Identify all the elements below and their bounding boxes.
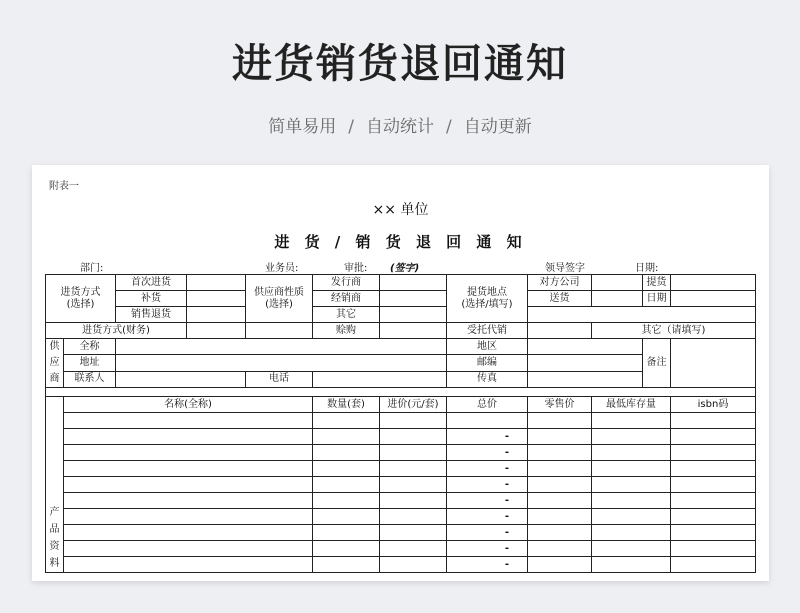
- quantity-cell[interactable]: [313, 541, 380, 557]
- select-fill-hint: (选择/填写): [461, 298, 513, 310]
- other-fill-label: 其它（请填写): [592, 323, 756, 339]
- counterparty-mark[interactable]: [592, 275, 643, 291]
- product-header-isbn: isbn码: [671, 397, 756, 413]
- form-sheet: [32, 165, 769, 581]
- min-stock-cell[interactable]: [592, 557, 671, 573]
- phone-label: 电话: [246, 371, 313, 387]
- min-stock-cell[interactable]: [592, 509, 671, 525]
- remark-value[interactable]: [671, 339, 756, 388]
- product-row: [46, 509, 756, 525]
- pickup-location-label: 提货地点: [467, 286, 507, 298]
- cost-cell[interactable]: [380, 477, 447, 493]
- min-stock-cell[interactable]: [592, 493, 671, 509]
- retail-cell[interactable]: [528, 493, 592, 509]
- cost-cell[interactable]: [380, 445, 447, 461]
- product-row: [46, 493, 756, 509]
- postcode-label: 邮编: [447, 355, 528, 371]
- isbn-cell[interactable]: [671, 445, 756, 461]
- feature-auto-stats: 自动统计: [366, 117, 434, 137]
- product-header-name: 名称(全称): [64, 397, 313, 413]
- retail-cell[interactable]: [528, 477, 592, 493]
- full-name-value[interactable]: [116, 339, 447, 355]
- region-value[interactable]: [528, 339, 643, 355]
- min-stock-cell[interactable]: [592, 413, 671, 429]
- sales-return-option: 销售退货: [116, 307, 187, 323]
- isbn-cell[interactable]: [671, 509, 756, 525]
- finance-method-mark[interactable]: [187, 323, 246, 339]
- isbn-cell[interactable]: [671, 493, 756, 509]
- select-hint: (选择): [66, 298, 95, 310]
- product-header-min-stock: 最低库存量: [592, 397, 671, 413]
- total-cell[interactable]: -: [447, 445, 528, 461]
- min-stock-cell[interactable]: [592, 477, 671, 493]
- page-title: 进货销货退回通知: [232, 41, 568, 87]
- cost-cell[interactable]: [380, 557, 447, 573]
- quantity-cell[interactable]: [313, 557, 380, 573]
- quantity-cell[interactable]: [313, 429, 380, 445]
- purchase-method-label: 进货方式: [60, 286, 101, 298]
- distributor-mark[interactable]: [380, 291, 447, 307]
- leader-sign-label: 领导签字: [545, 263, 585, 274]
- product-header-quantity: 数量(套): [313, 397, 380, 413]
- product-header-total: 总价: [447, 397, 528, 413]
- feature-tagline: [0, 112, 800, 137]
- supplier-nature-cell: [246, 275, 313, 323]
- retail-cell[interactable]: [528, 525, 592, 541]
- contact-value[interactable]: [116, 371, 246, 387]
- product-name-cell[interactable]: [64, 429, 313, 445]
- product-name-cell[interactable]: [64, 525, 313, 541]
- first-purchase-mark[interactable]: [187, 275, 246, 291]
- quantity-cell[interactable]: [313, 413, 380, 429]
- retail-cell[interactable]: [528, 413, 592, 429]
- cost-cell[interactable]: [380, 509, 447, 525]
- retail-cell[interactable]: [528, 445, 592, 461]
- notice-form-table: [45, 274, 756, 573]
- date-label: 日期:: [635, 263, 659, 274]
- publisher-mark[interactable]: [380, 275, 447, 291]
- product-row: [46, 477, 756, 493]
- quantity-cell[interactable]: [313, 525, 380, 541]
- appendix-note: 附表一: [49, 181, 79, 192]
- fax-label: 传真: [447, 371, 528, 387]
- section-divider: [46, 388, 756, 397]
- pickup-location-cell: [447, 275, 528, 323]
- sales-return-mark[interactable]: [187, 307, 246, 323]
- approval-label: 审批:: [344, 263, 368, 274]
- consignment-mark[interactable]: [528, 323, 592, 339]
- product-row: [46, 413, 756, 429]
- counterparty-option: 对方公司: [528, 275, 592, 291]
- total-cell[interactable]: -: [447, 557, 528, 573]
- full-name-label: 全称: [64, 339, 116, 355]
- product-name-cell[interactable]: [64, 477, 313, 493]
- postcode-value[interactable]: [528, 355, 643, 371]
- total-cell[interactable]: -: [447, 461, 528, 477]
- min-stock-cell[interactable]: [592, 445, 671, 461]
- signature-hint: (签字): [390, 263, 420, 274]
- product-row: [46, 541, 756, 557]
- address-label: 地址: [64, 355, 116, 371]
- cost-cell[interactable]: [380, 413, 447, 429]
- supplier-vertical-label: 供应商: [46, 339, 64, 388]
- min-stock-cell[interactable]: [592, 525, 671, 541]
- isbn-cell[interactable]: [671, 525, 756, 541]
- date-value[interactable]: [671, 291, 756, 307]
- isbn-cell[interactable]: [671, 461, 756, 477]
- region-label: 地区: [447, 339, 528, 355]
- delivery-mark[interactable]: [592, 291, 643, 307]
- credit-purchase-mark[interactable]: [380, 323, 447, 339]
- delivery-option: 送货: [528, 291, 592, 307]
- separator: /: [348, 117, 354, 137]
- total-cell[interactable]: [447, 413, 528, 429]
- feature-easy: 简单易用: [268, 117, 337, 137]
- isbn-cell[interactable]: [671, 541, 756, 557]
- finance-blank[interactable]: [246, 323, 313, 339]
- credit-purchase-label: 赊购: [313, 323, 380, 339]
- finance-method-label: 进货方式(财务): [46, 323, 187, 339]
- total-cell[interactable]: -: [447, 541, 528, 557]
- retail-cell[interactable]: [528, 509, 592, 525]
- retail-cell[interactable]: [528, 461, 592, 477]
- total-cell[interactable]: -: [447, 429, 528, 445]
- fax-value[interactable]: [528, 371, 643, 387]
- product-name-cell[interactable]: [64, 557, 313, 573]
- product-name-cell[interactable]: [64, 461, 313, 477]
- other-mark[interactable]: [380, 307, 447, 323]
- quantity-cell[interactable]: [313, 461, 380, 477]
- form-title: 进 货 / 销 货 退 回 通 知: [274, 233, 527, 251]
- retail-cell[interactable]: [528, 541, 592, 557]
- retail-cell[interactable]: [528, 429, 592, 445]
- contact-label: 联系人: [64, 371, 116, 387]
- address-value[interactable]: [116, 355, 447, 371]
- first-purchase-option: 首次进货: [116, 275, 187, 291]
- pickup-value[interactable]: [671, 275, 756, 291]
- supplier-nature-label: 供应商性质: [254, 286, 304, 298]
- product-row: [46, 461, 756, 477]
- cost-cell[interactable]: [380, 525, 447, 541]
- purchase-method-cell: [46, 275, 116, 323]
- cost-cell[interactable]: [380, 429, 447, 445]
- salesperson-label: 业务员:: [265, 263, 299, 274]
- feature-auto-update: 自动更新: [463, 117, 532, 137]
- min-stock-cell[interactable]: [592, 541, 671, 557]
- product-name-cell[interactable]: [64, 413, 313, 429]
- product-row: [46, 525, 756, 541]
- date-cell-label: 日期: [643, 291, 671, 307]
- quantity-cell[interactable]: [313, 493, 380, 509]
- pickup-location-value[interactable]: [528, 307, 756, 323]
- publisher-option: 发行商: [313, 275, 380, 291]
- department-label: 部门:: [80, 263, 104, 274]
- product-name-cell[interactable]: [64, 445, 313, 461]
- cost-cell[interactable]: [380, 493, 447, 509]
- quantity-cell[interactable]: [313, 445, 380, 461]
- isbn-cell[interactable]: [671, 557, 756, 573]
- min-stock-cell[interactable]: [592, 461, 671, 477]
- product-name-cell[interactable]: [64, 509, 313, 525]
- other-option: 其它: [313, 307, 380, 323]
- product-name-cell[interactable]: [64, 541, 313, 557]
- select-hint: (选择): [265, 298, 293, 310]
- cost-cell[interactable]: [380, 461, 447, 477]
- product-header-retail: 零售价: [528, 397, 592, 413]
- product-row: [46, 429, 756, 445]
- min-stock-cell[interactable]: [592, 429, 671, 445]
- pickup-option: 提货: [643, 275, 671, 291]
- quantity-cell[interactable]: [313, 509, 380, 525]
- product-vertical-label: 产品资料: [46, 397, 64, 573]
- product-name-cell[interactable]: [64, 493, 313, 509]
- cost-cell[interactable]: [380, 541, 447, 557]
- restock-option: 补货: [116, 291, 187, 307]
- total-cell[interactable]: -: [447, 525, 528, 541]
- product-row: [46, 557, 756, 573]
- isbn-cell[interactable]: [671, 477, 756, 493]
- unit-title: ×× 单位: [372, 202, 429, 218]
- restock-mark[interactable]: [187, 291, 246, 307]
- isbn-cell[interactable]: [671, 429, 756, 445]
- consignment-label: 受托代销: [447, 323, 528, 339]
- product-header-cost: 进价(元/套): [380, 397, 447, 413]
- isbn-cell[interactable]: [671, 413, 756, 429]
- quantity-cell[interactable]: [313, 477, 380, 493]
- remark-label: 备注: [643, 339, 671, 388]
- total-cell[interactable]: -: [447, 477, 528, 493]
- distributor-option: 经销商: [313, 291, 380, 307]
- phone-value[interactable]: [313, 371, 447, 387]
- total-cell[interactable]: -: [447, 509, 528, 525]
- total-cell[interactable]: -: [447, 493, 528, 509]
- product-row: [46, 445, 756, 461]
- separator: /: [446, 117, 452, 137]
- retail-cell[interactable]: [528, 557, 592, 573]
